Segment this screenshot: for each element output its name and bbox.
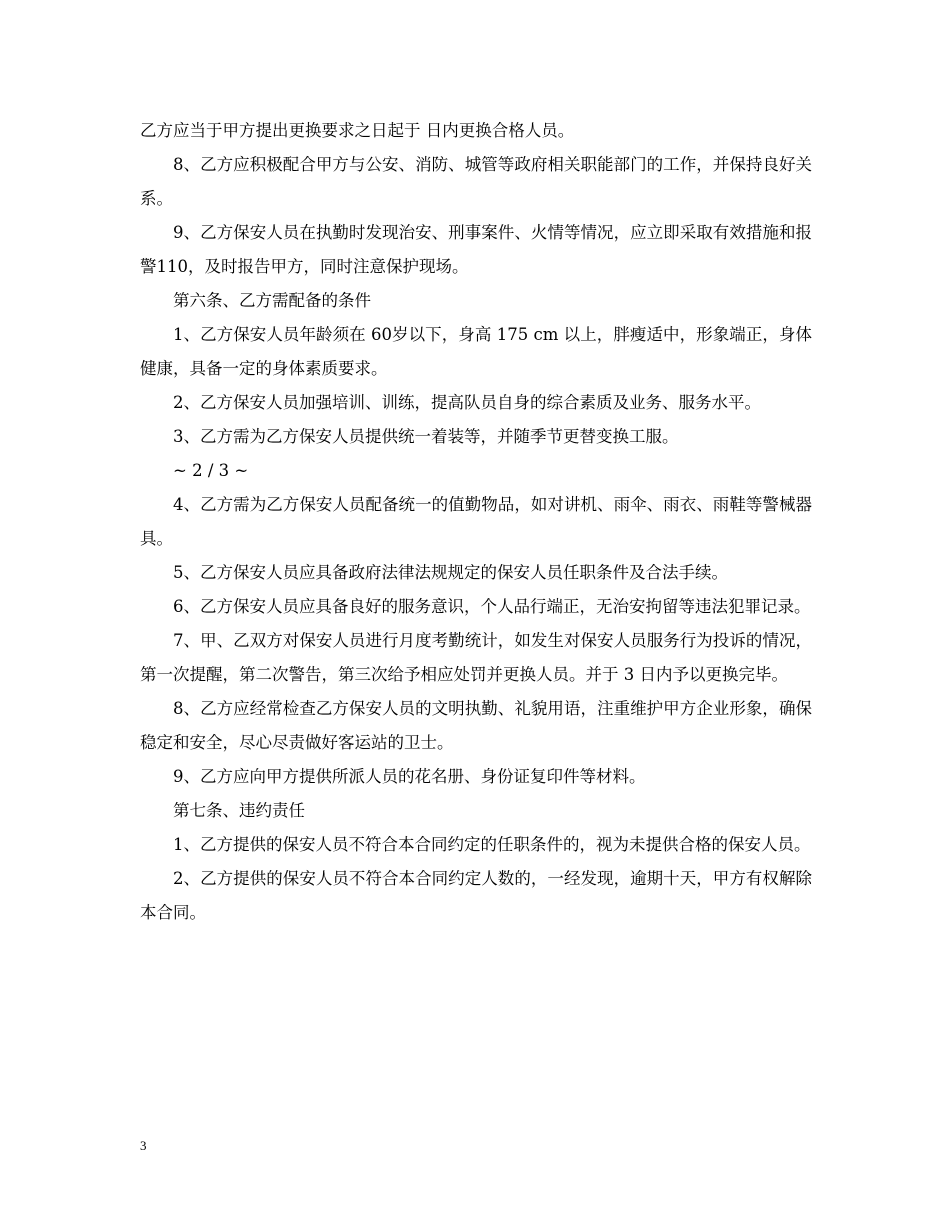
paragraph: 2、乙方提供的保安人员不符合本合同约定人数的，一经发现，逾期十天，甲方有权解除本合同。 [140, 869, 812, 922]
paragraph: 8、乙方应积极配合甲方与公安、消防、城管等政府相关职能部门的工作，并保持良好关系。 [140, 155, 812, 208]
paragraph: 3、乙方需为乙方保安人员提供统一着装等，并随季节更替变换工服。 [173, 427, 679, 446]
paragraph: 1、乙方提供的保安人员不符合本合同约定的任职条件的，视为未提供合格的保安人员。 [173, 835, 811, 854]
paragraph: 8、乙方应经常检查乙方保安人员的文明执勤、礼貌用语，注重维护甲方企业形象，确保稳定和安全，尽心尽责做好客运站的卫士。 [140, 699, 812, 752]
paragraph: 乙方应当于甲方提出更换要求之日起于 日内更换合格人员。 [140, 121, 575, 140]
paragraph: 6、乙方保安人员应具备良好的服务意识，个人品行端正，无治安拘留等违法犯罪记录。 [173, 597, 811, 616]
paragraph: 9、乙方保安人员在执勤时发现治安、刑事案件、火情等情况，应立即采取有效措施和报警110，及时报告甲方，同时注意保护现场。 [140, 223, 812, 276]
page-marker: ~ 2 / 3 ~ [173, 461, 249, 480]
section-heading: 第六条、乙方需配备的条件 [173, 291, 371, 310]
page-number: 3 [140, 1138, 147, 1153]
section-heading: 第七条、违约责任 [173, 801, 305, 820]
paragraph: 2、乙方保安人员加强培训、训练，提高队员自身的综合素质及业务、服务水平。 [173, 393, 761, 412]
paragraph: 7、甲、乙双方对保安人员进行月度考勤统计，如发生对保安人员服务行为投诉的情况，第一次提醒，第二次警告，第三次给予相应处罚并更换人员。并于 3 日内予以更换完毕。 [140, 631, 812, 684]
document-body [140, 114, 812, 930]
paragraph: 9、乙方应向甲方提供所派人员的花名册、身份证复印件等材料。 [173, 767, 646, 786]
paragraph: 1、乙方保安人员年龄须在 60岁以下，身高 175 cm 以上，胖瘦适中，形象端正，身体健康，具备一定的身体素质要求。 [140, 325, 812, 378]
paragraph: 5、乙方保安人员应具备政府法律法规规定的保安人员任职条件及合法手续。 [173, 563, 728, 582]
paragraph: 4、乙方需为乙方保安人员配备统一的值勤物品，如对讲机、雨伞、雨衣、雨鞋等警械器具。 [140, 495, 812, 548]
